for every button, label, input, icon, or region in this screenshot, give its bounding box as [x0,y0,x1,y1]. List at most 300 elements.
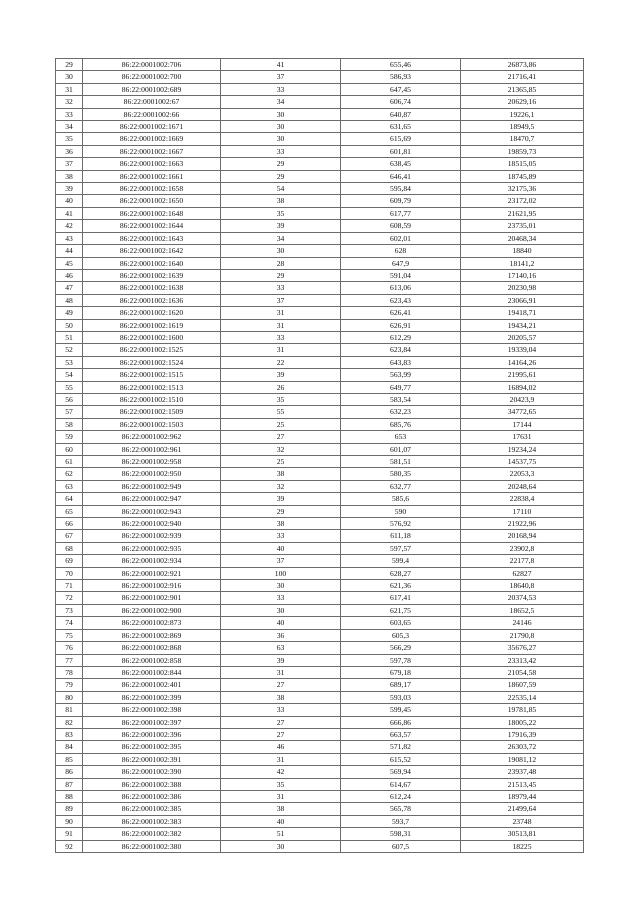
cadastral-number-cell: 86:22:0001002:1661 [83,170,221,182]
rate-cell: 626,41 [341,307,461,319]
rate-cell: 563,99 [341,369,461,381]
row-number-cell: 32 [56,96,83,108]
total-cell: 18141,2 [461,257,584,269]
row-number-cell: 77 [56,654,83,666]
count-cell: 40 [221,617,341,629]
rate-cell: 590 [341,505,461,517]
row-number-cell: 47 [56,282,83,294]
rate-cell: 597,57 [341,542,461,554]
cadastral-number-cell: 86:22:0001002:380 [83,840,221,852]
table-row [56,443,584,455]
rate-cell: 646,41 [341,170,461,182]
table-row [56,480,584,492]
table-row [56,393,584,405]
total-cell: 19339,04 [461,344,584,356]
count-cell: 33 [221,145,341,157]
row-number-cell: 64 [56,493,83,505]
table-row [56,406,584,418]
table-row [56,741,584,753]
total-cell: 14537,75 [461,456,584,468]
count-cell: 30 [221,840,341,852]
rate-cell: 601,81 [341,145,461,157]
row-number-cell: 36 [56,145,83,157]
total-cell: 30513,81 [461,828,584,840]
rate-cell: 580,35 [341,468,461,480]
total-cell: 23902,8 [461,542,584,554]
cadastral-number-cell: 86:22:0001002:1639 [83,269,221,281]
row-number-cell: 34 [56,121,83,133]
count-cell: 42 [221,766,341,778]
table-row [56,220,584,232]
cadastral-number-cell: 86:22:0001002:958 [83,456,221,468]
count-cell: 34 [221,232,341,244]
count-cell: 38 [221,691,341,703]
table-row [56,666,584,678]
count-cell: 40 [221,542,341,554]
total-cell: 18979,44 [461,790,584,802]
count-cell: 37 [221,71,341,83]
rate-cell: 583,54 [341,393,461,405]
count-cell: 26 [221,381,341,393]
table-row [56,344,584,356]
table-row [56,555,584,567]
rate-cell: 566,29 [341,642,461,654]
rate-cell: 617,77 [341,207,461,219]
row-number-cell: 56 [56,393,83,405]
count-cell: 54 [221,183,341,195]
total-cell: 21922,96 [461,518,584,530]
table-row [56,778,584,790]
table-row [56,183,584,195]
cadastral-number-cell: 86:22:0001002:868 [83,642,221,654]
cadastral-number-cell: 86:22:0001002:1667 [83,145,221,157]
table-row [56,592,584,604]
cadastral-number-cell: 86:22:0001002:939 [83,530,221,542]
total-cell: 22177,8 [461,555,584,567]
cadastral-number-cell: 86:22:0001002:390 [83,766,221,778]
count-cell: 33 [221,331,341,343]
table-row [56,431,584,443]
rate-cell: 607,5 [341,840,461,852]
total-cell: 19859,73 [461,145,584,157]
total-cell: 18652,5 [461,604,584,616]
cadastral-number-cell: 86:22:0001002:1638 [83,282,221,294]
rate-cell: 595,84 [341,183,461,195]
row-number-cell: 50 [56,319,83,331]
row-number-cell: 88 [56,790,83,802]
total-cell: 23066,91 [461,294,584,306]
total-cell: 21365,85 [461,83,584,95]
rate-cell: 689,17 [341,679,461,691]
rate-cell: 663,57 [341,728,461,740]
rate-cell: 609,79 [341,195,461,207]
cadastral-number-cell: 86:22:0001002:947 [83,493,221,505]
count-cell: 27 [221,728,341,740]
count-cell: 40 [221,815,341,827]
rate-cell: 666,86 [341,716,461,728]
row-number-cell: 65 [56,505,83,517]
cadastral-number-cell: 86:22:0001002:1619 [83,319,221,331]
total-cell: 35676,27 [461,642,584,654]
count-cell: 38 [221,518,341,530]
total-cell: 21995,61 [461,369,584,381]
cadastral-number-cell: 86:22:0001002:386 [83,790,221,802]
row-number-cell: 75 [56,629,83,641]
row-number-cell: 45 [56,257,83,269]
rate-cell: 585,6 [341,493,461,505]
table-row [56,282,584,294]
row-number-cell: 58 [56,418,83,430]
count-cell: 30 [221,580,341,592]
rate-cell: 612,24 [341,790,461,802]
cadastral-number-cell: 86:22:0001002:916 [83,580,221,592]
count-cell: 30 [221,604,341,616]
total-cell: 18840 [461,245,584,257]
rate-cell: 621,36 [341,580,461,592]
table-row [56,629,584,641]
count-cell: 33 [221,704,341,716]
table-row [56,257,584,269]
rate-cell: 614,67 [341,778,461,790]
total-cell: 20629,16 [461,96,584,108]
total-cell: 20423,9 [461,393,584,405]
count-cell: 30 [221,133,341,145]
rate-cell: 615,69 [341,133,461,145]
row-number-cell: 68 [56,542,83,554]
rate-cell: 565,78 [341,803,461,815]
row-number-cell: 52 [56,344,83,356]
rate-cell: 640,87 [341,108,461,120]
row-number-cell: 79 [56,679,83,691]
count-cell: 46 [221,741,341,753]
cadastral-number-cell: 86:22:0001002:901 [83,592,221,604]
cadastral-number-cell: 86:22:0001002:66 [83,108,221,120]
count-cell: 34 [221,96,341,108]
row-number-cell: 82 [56,716,83,728]
cadastral-number-cell: 86:22:0001002:1663 [83,158,221,170]
total-cell: 20248,64 [461,480,584,492]
table-row [56,195,584,207]
total-cell: 21054,58 [461,666,584,678]
cadastral-number-cell: 86:22:0001002:391 [83,753,221,765]
count-cell: 29 [221,158,341,170]
rate-cell: 605,3 [341,629,461,641]
total-cell: 22053,3 [461,468,584,480]
row-number-cell: 42 [56,220,83,232]
rate-cell: 586,93 [341,71,461,83]
table-row [56,207,584,219]
row-number-cell: 61 [56,456,83,468]
row-number-cell: 35 [56,133,83,145]
total-cell: 21716,41 [461,71,584,83]
total-cell: 23937,48 [461,766,584,778]
rate-cell: 611,18 [341,530,461,542]
rate-cell: 649,77 [341,381,461,393]
total-cell: 23313,42 [461,654,584,666]
total-cell: 22838,4 [461,493,584,505]
table-row [56,456,584,468]
cadastral-number-cell: 86:22:0001002:900 [83,604,221,616]
rate-cell: 593,7 [341,815,461,827]
total-cell: 21499,64 [461,803,584,815]
total-cell: 14164,26 [461,356,584,368]
rate-cell: 571,82 [341,741,461,753]
total-cell: 18225 [461,840,584,852]
total-cell: 19781,85 [461,704,584,716]
count-cell: 33 [221,282,341,294]
total-cell: 17140,16 [461,269,584,281]
count-cell: 38 [221,468,341,480]
cadastral-number-cell: 86:22:0001002:1636 [83,294,221,306]
total-cell: 18607,59 [461,679,584,691]
rate-cell: 608,59 [341,220,461,232]
row-number-cell: 63 [56,480,83,492]
cadastral-number-cell: 86:22:0001002:382 [83,828,221,840]
cadastral-number-cell: 86:22:0001002:397 [83,716,221,728]
rate-cell: 599,45 [341,704,461,716]
cadastral-number-cell: 86:22:0001002:401 [83,679,221,691]
count-cell: 63 [221,642,341,654]
table-row [56,542,584,554]
cadastral-number-cell: 86:22:0001002:1513 [83,381,221,393]
table-row [56,158,584,170]
table-row [56,691,584,703]
rate-cell: 647,45 [341,83,461,95]
cadastral-number-cell: 86:22:0001002:934 [83,555,221,567]
table-row [56,381,584,393]
total-cell: 17144 [461,418,584,430]
table-row [56,83,584,95]
count-cell: 30 [221,245,341,257]
cadastral-number-cell: 86:22:0001002:935 [83,542,221,554]
total-cell: 17110 [461,505,584,517]
count-cell: 30 [221,121,341,133]
total-cell: 21621,95 [461,207,584,219]
count-cell: 39 [221,654,341,666]
count-cell: 100 [221,567,341,579]
count-cell: 25 [221,456,341,468]
rate-cell: 606,74 [341,96,461,108]
rate-cell: 631,65 [341,121,461,133]
count-cell: 27 [221,679,341,691]
table-row [56,232,584,244]
cadastral-number-cell: 86:22:0001002:1650 [83,195,221,207]
count-cell: 35 [221,207,341,219]
cadastral-number-cell: 86:22:0001002:1620 [83,307,221,319]
cadastral-number-cell: 86:22:0001002:700 [83,71,221,83]
total-cell: 18640,8 [461,580,584,592]
cadastral-number-cell: 86:22:0001002:398 [83,704,221,716]
table-row [56,96,584,108]
count-cell: 29 [221,269,341,281]
cadastral-number-cell: 86:22:0001002:1510 [83,393,221,405]
rate-cell: 628,27 [341,567,461,579]
table-row [56,790,584,802]
count-cell: 31 [221,753,341,765]
row-number-cell: 72 [56,592,83,604]
rate-cell: 581,51 [341,456,461,468]
cadastral-number-cell: 86:22:0001002:1509 [83,406,221,418]
rate-cell: 615,52 [341,753,461,765]
row-number-cell: 71 [56,580,83,592]
cadastral-number-cell: 86:22:0001002:1524 [83,356,221,368]
total-cell: 17916,39 [461,728,584,740]
row-number-cell: 78 [56,666,83,678]
cadastral-number-cell: 86:22:0001002:844 [83,666,221,678]
count-cell: 32 [221,443,341,455]
rate-cell: 623,43 [341,294,461,306]
total-cell: 19418,71 [461,307,584,319]
count-cell: 28 [221,257,341,269]
cadastral-number-cell: 86:22:0001002:395 [83,741,221,753]
table-row [56,145,584,157]
count-cell: 33 [221,530,341,542]
rate-cell: 602,01 [341,232,461,244]
table-row [56,642,584,654]
rate-cell: 576,92 [341,518,461,530]
cadastral-number-cell: 86:22:0001002:962 [83,431,221,443]
cadastral-number-cell: 86:22:0001002:949 [83,480,221,492]
rate-cell: 603,65 [341,617,461,629]
row-number-cell: 60 [56,443,83,455]
count-cell: 39 [221,220,341,232]
row-number-cell: 48 [56,294,83,306]
total-cell: 23172,02 [461,195,584,207]
rate-cell: 598,31 [341,828,461,840]
count-cell: 33 [221,592,341,604]
table-row [56,505,584,517]
count-cell: 31 [221,319,341,331]
cadastral-number-cell: 86:22:0001002:961 [83,443,221,455]
count-cell: 37 [221,555,341,567]
total-cell: 22535,14 [461,691,584,703]
row-number-cell: 55 [56,381,83,393]
table-row [56,604,584,616]
cadastral-number-cell: 86:22:0001002:950 [83,468,221,480]
row-number-cell: 80 [56,691,83,703]
rate-cell: 612,29 [341,331,461,343]
cadastral-number-cell: 86:22:0001002:385 [83,803,221,815]
count-cell: 41 [221,59,341,71]
row-number-cell: 46 [56,269,83,281]
row-number-cell: 41 [56,207,83,219]
table-row [56,728,584,740]
table-row [56,803,584,815]
table-row [56,369,584,381]
rate-cell: 679,18 [341,666,461,678]
total-cell: 20374,53 [461,592,584,604]
table-row [56,518,584,530]
cadastral-number-cell: 86:22:0001002:1640 [83,257,221,269]
row-number-cell: 53 [56,356,83,368]
table-row [56,766,584,778]
count-cell: 36 [221,629,341,641]
total-cell: 20205,57 [461,331,584,343]
rate-cell: 591,04 [341,269,461,281]
count-cell: 22 [221,356,341,368]
row-number-cell: 90 [56,815,83,827]
table-row [56,294,584,306]
table-row [56,580,584,592]
table-row [56,753,584,765]
cadastral-number-cell: 86:22:0001002:1658 [83,183,221,195]
row-number-cell: 92 [56,840,83,852]
cadastral-number-cell: 86:22:0001002:940 [83,518,221,530]
rate-cell: 655,46 [341,59,461,71]
rate-cell: 623,84 [341,344,461,356]
table-row [56,121,584,133]
total-cell: 16894,02 [461,381,584,393]
rate-cell: 643,83 [341,356,461,368]
rate-cell: 569,94 [341,766,461,778]
cadastral-number-cell: 86:22:0001002:399 [83,691,221,703]
row-number-cell: 83 [56,728,83,740]
rate-cell: 638,45 [341,158,461,170]
row-number-cell: 57 [56,406,83,418]
table-row [56,307,584,319]
row-number-cell: 49 [56,307,83,319]
cadastral-number-cell: 86:22:0001002:869 [83,629,221,641]
table-row [56,815,584,827]
rate-cell: 593,03 [341,691,461,703]
total-cell: 19081,12 [461,753,584,765]
count-cell: 31 [221,344,341,356]
rate-cell: 601,07 [341,443,461,455]
table-row [56,108,584,120]
total-cell: 18005,22 [461,716,584,728]
row-number-cell: 69 [56,555,83,567]
count-cell: 55 [221,406,341,418]
cadastral-number-cell: 86:22:0001002:858 [83,654,221,666]
cadastral-number-cell: 86:22:0001002:921 [83,567,221,579]
row-number-cell: 85 [56,753,83,765]
total-cell: 20468,34 [461,232,584,244]
table-row [56,59,584,71]
row-number-cell: 81 [56,704,83,716]
table-row [56,567,584,579]
count-cell: 39 [221,369,341,381]
count-cell: 38 [221,803,341,815]
row-number-cell: 62 [56,468,83,480]
count-cell: 30 [221,108,341,120]
cadastral-number-cell: 86:22:0001002:1643 [83,232,221,244]
cadastral-number-cell: 86:22:0001002:1644 [83,220,221,232]
table-row [56,331,584,343]
row-number-cell: 89 [56,803,83,815]
cadastral-number-cell: 86:22:0001002:1642 [83,245,221,257]
count-cell: 35 [221,393,341,405]
rate-cell: 632,77 [341,480,461,492]
table-row [56,679,584,691]
cadastral-number-cell: 86:22:0001002:396 [83,728,221,740]
count-cell: 29 [221,170,341,182]
row-number-cell: 38 [56,170,83,182]
total-cell: 34772,65 [461,406,584,418]
cadastral-number-cell: 86:22:0001002:1669 [83,133,221,145]
cadastral-number-cell: 86:22:0001002:689 [83,83,221,95]
table-row [56,133,584,145]
total-cell: 19234,24 [461,443,584,455]
total-cell: 62827 [461,567,584,579]
count-cell: 25 [221,418,341,430]
row-number-cell: 54 [56,369,83,381]
row-number-cell: 91 [56,828,83,840]
row-number-cell: 39 [56,183,83,195]
cadastral-number-cell: 86:22:0001002:706 [83,59,221,71]
table-row [56,617,584,629]
cadastral-number-cell: 86:22:0001002:1648 [83,207,221,219]
data-table [55,58,584,853]
